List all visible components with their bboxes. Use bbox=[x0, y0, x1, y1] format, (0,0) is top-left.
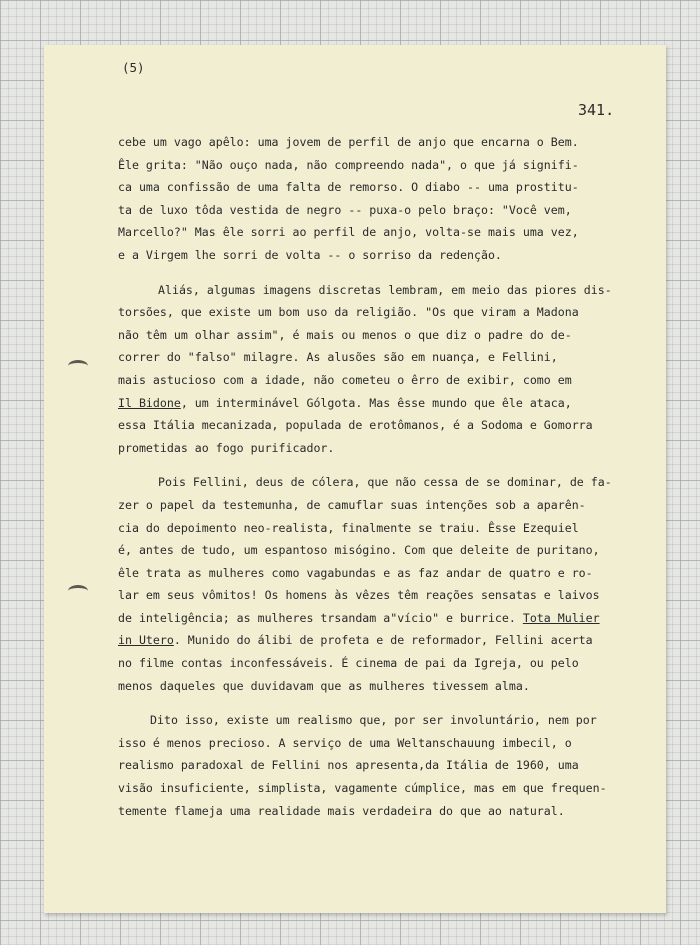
text-line: realismo paradoxal de Fellini nos apresenta,da Itália de 1960, uma bbox=[118, 758, 579, 773]
text-run: de inteligência; as mulheres trsandam a"vício" e burrice. bbox=[118, 610, 523, 625]
paragraph-2 bbox=[118, 279, 626, 460]
text-line: não têm um olhar assim", é mais ou menos o que diz o padre do de- bbox=[118, 327, 572, 342]
text-line: essa Itália mecanizada, populada de erotômanos, é a Sodoma e Gomorra bbox=[118, 418, 593, 433]
text-line: Marcello?" Mas êle sorri ao perfil de anjo, volta-se mais uma vez, bbox=[118, 225, 579, 240]
text-line bbox=[118, 607, 626, 630]
text-line: isso é menos precioso. A serviço de uma Weltanschauung imbecil, o bbox=[118, 735, 572, 750]
typewritten-page bbox=[44, 45, 666, 913]
text-line: torsões, que existe um bom uso da religião. "Os que viram a Madona bbox=[118, 305, 579, 320]
text-line: visão insuficiente, simplista, vagamente cúmplice, mas em que frequen- bbox=[118, 781, 607, 796]
page-section-label: (5) bbox=[122, 60, 145, 75]
text-line: zer o papel da testemunha, de camuflar suas intenções sob a aparên- bbox=[118, 497, 586, 512]
paragraph-4 bbox=[118, 709, 626, 822]
text-line: menos daqueles que duvidavam que as mulheres tivessem alma. bbox=[118, 678, 530, 693]
text-line: Aliás, algumas imagens discretas lembram, em meio das piores dis- bbox=[158, 282, 612, 297]
text-run: , um interminável Gólgota. Mas êsse mundo que êle ataca, bbox=[180, 395, 572, 410]
paragraph-3 bbox=[118, 471, 626, 697]
text-line: temente flameja uma realidade mais verdadeira do que ao natural. bbox=[118, 803, 565, 818]
text-run: . Munido do álibi de profeta e de reformador, Fellini acerta bbox=[173, 633, 593, 648]
paragraph-1 bbox=[118, 131, 626, 267]
text-line: cia do depoimento neo-realista, finalmente se traiu. Êsse Ezequiel bbox=[118, 520, 579, 535]
text-line: é, antes de tudo, um espantoso misógino. Com que deleite de puritano, bbox=[118, 543, 600, 558]
text-line: Êle grita: "Não ouço nada, não compreendo nada", o que já signifi- bbox=[118, 157, 579, 172]
text-line: ta de luxo tôda vestida de negro -- puxa-o pelo braço: "Você vem, bbox=[118, 202, 572, 217]
text-line: lar em seus vômitos! Os homens às vêzes têm reações sensatas e laivos bbox=[118, 588, 600, 603]
body-text bbox=[118, 131, 626, 834]
latin-phrase-in-utero: in Utero bbox=[118, 633, 174, 648]
text-line: êle trata as mulheres como vagabundas e as faz andar de quatro e ro- bbox=[118, 565, 593, 580]
text-line: ca uma confissão de uma falta de remorso. O diabo -- uma prostitu- bbox=[118, 180, 579, 195]
page-number: 341. bbox=[578, 101, 615, 119]
text-line bbox=[118, 392, 626, 415]
text-line: correr do "falso" milagre. As alusões são em nuança, e Fellini, bbox=[118, 350, 558, 365]
film-title-il-bidone: Il Bidone bbox=[118, 395, 181, 410]
text-line: Dito isso, existe um realismo que, por ser involuntário, nem por bbox=[150, 713, 597, 728]
punch-hole-top bbox=[68, 360, 88, 372]
punch-hole-bottom bbox=[68, 585, 88, 597]
text-line: Pois Fellini, deus de cólera, que não cessa de se dominar, de fa- bbox=[158, 475, 612, 490]
text-line: mais astucioso com a idade, não cometeu o êrro de exibir, como em bbox=[118, 372, 572, 387]
text-line bbox=[118, 629, 626, 652]
text-line: e a Virgem lhe sorri de volta -- o sorriso da redenção. bbox=[118, 247, 502, 262]
text-line: prometidas ao fogo purificador. bbox=[118, 440, 335, 455]
latin-phrase-tota-mulier: Tota Mulier bbox=[522, 610, 600, 625]
text-line: no filme contas inconfessáveis. É cinema de pai da Igreja, ou pelo bbox=[118, 656, 579, 671]
text-line: cebe um vago apêlo: uma jovem de perfil de anjo que encarna o Bem. bbox=[118, 135, 579, 149]
